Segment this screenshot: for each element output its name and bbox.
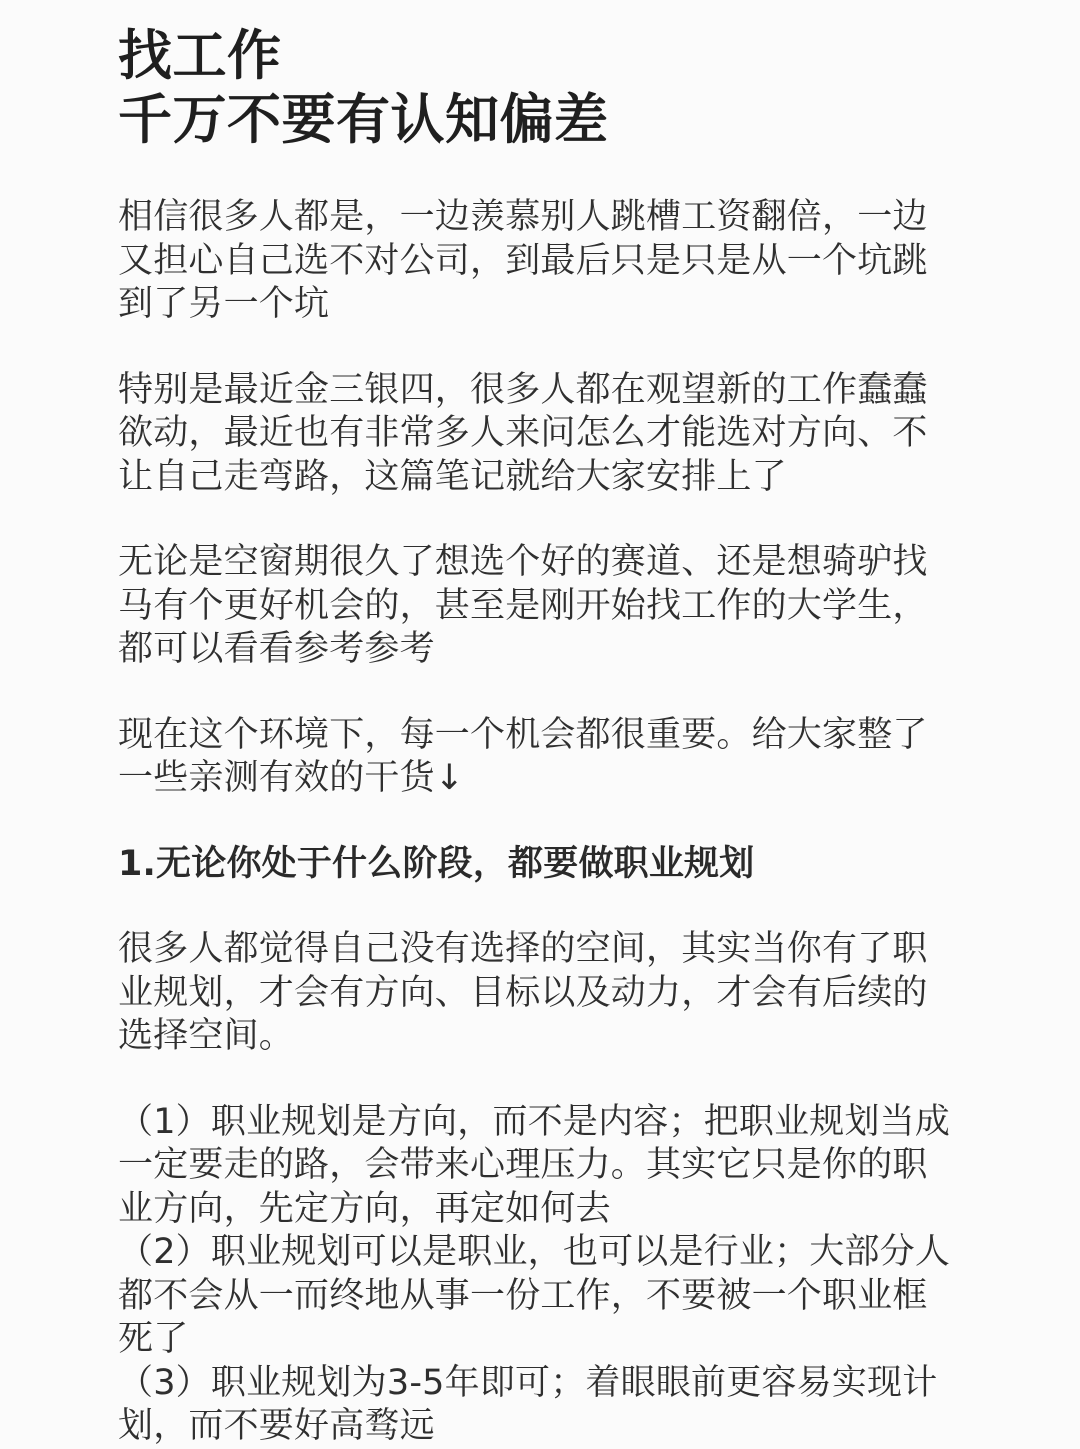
paragraph-4: 现在这个环境下，每一个机会都很重要。给大家整了一些亲测有效的干货↓	[118, 714, 928, 798]
section-intro: 很多人都觉得自己没有选择的空间，其实当你有了职业规划，才会有方向、目标以及动力，才会有后续的选择空间。	[118, 929, 928, 1056]
paragraph-3: 无论是空窗期很久了想选个好的赛道、还是想骑驴找马有个更好机会的，甚至是刚开始找工作的大学生，都可以看看参考参考	[118, 542, 928, 669]
article-body	[118, 196, 960, 1449]
title-line-1: 找工作	[118, 24, 282, 87]
page-title	[118, 24, 960, 152]
list-item-3: （3）职业规划为3-5年即可；着眼眼前更容易实现计划，而不要好高骛远	[118, 1362, 938, 1446]
title-line-2: 千万不要有认知偏差	[118, 88, 609, 151]
list-item-1: （1）职业规划是方向，而不是内容；把职业规划当成一定要走的路，会带来心理压力。其实它只是你的职业方向，先定方向，再定如何去	[118, 1101, 951, 1229]
list-item-2: （2）职业规划可以是职业，也可以是行业；大部分人都不会从一而终地从事一份工作，不要被一个职业框死了	[118, 1232, 951, 1359]
section-heading: 1.无论你处于什么阶段，都要做职业规划	[118, 843, 755, 884]
paragraph-2: 特别是最近金三银四，很多人都在观望新的工作蠢蠢欲动，最近也有非常多人来问怎么才能选对方向、不让自己走弯路，这篇笔记就给大家安排上了	[118, 369, 928, 497]
paragraph-1: 相信很多人都是，一边羡慕别人跳槽工资翻倍，一边又担心自己选不对公司，到最后只是只是从一个坑跳到了另一个坑	[118, 197, 928, 324]
document-page	[118, 24, 960, 1449]
